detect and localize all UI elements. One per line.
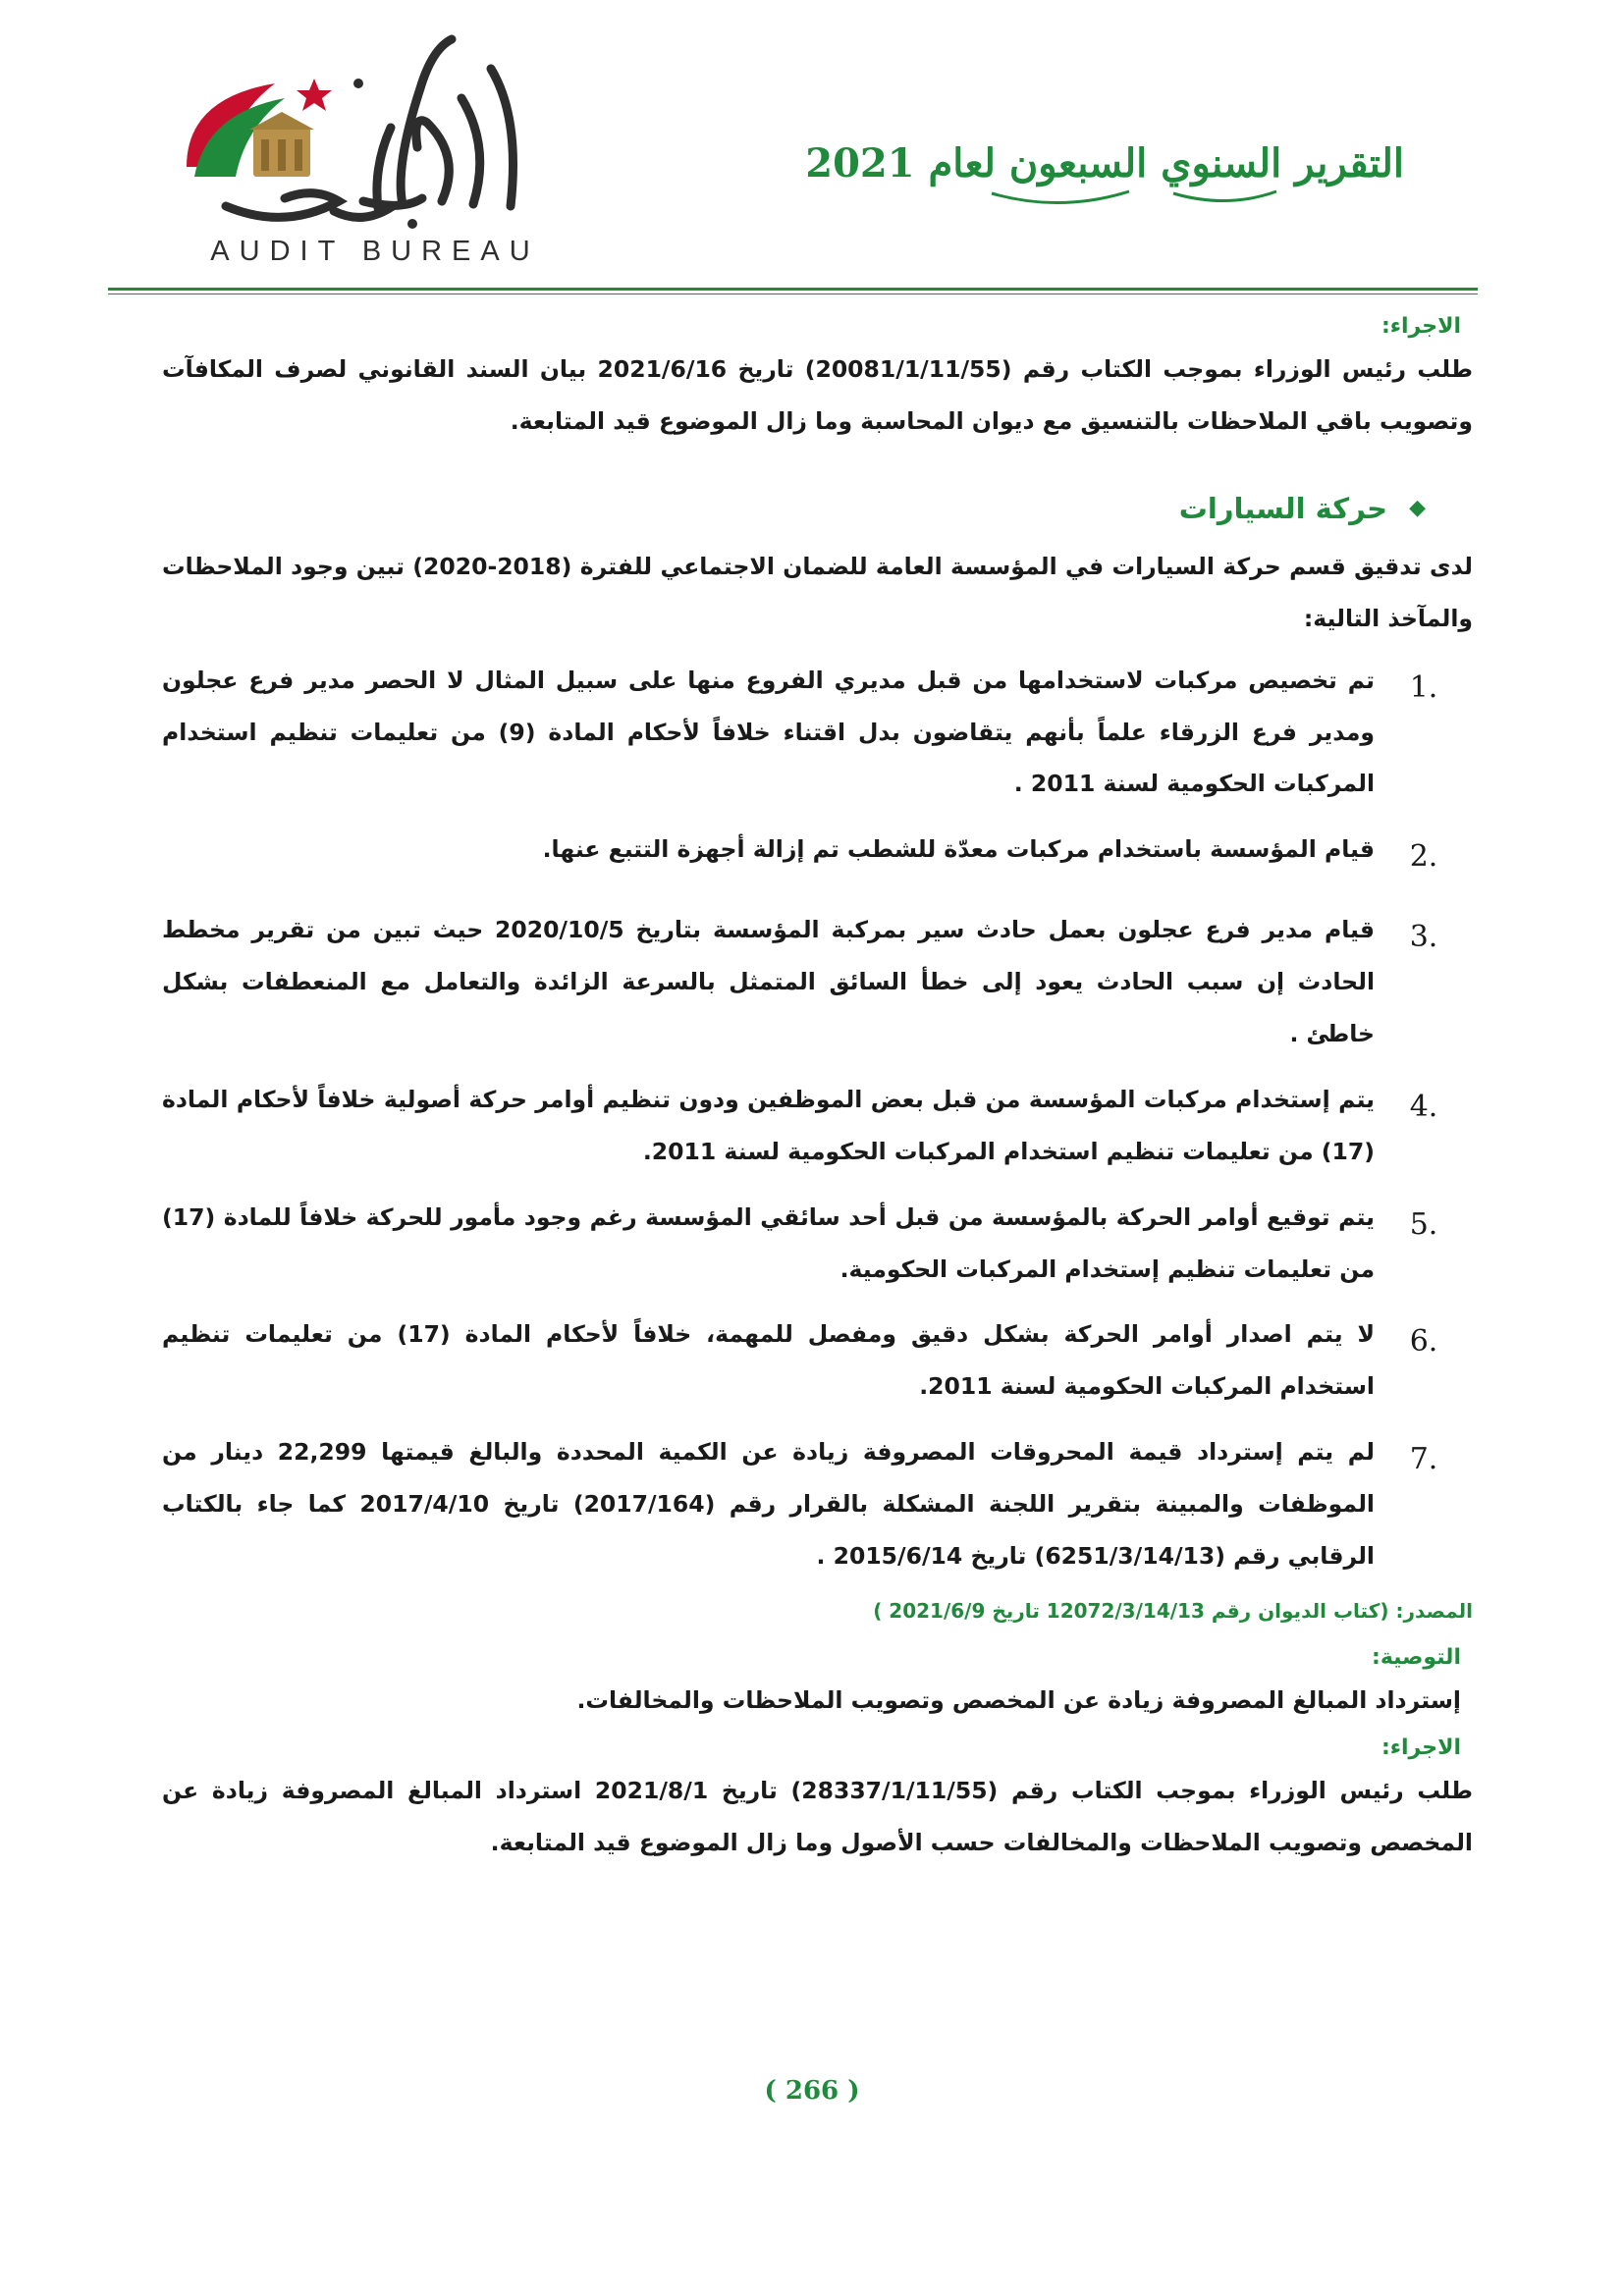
page-header [0,0,1624,294]
procedure-paragraph: طلب رئيس الوزراء بموجب الكتاب رقم (20081/1/11/55) تاريخ 2021/6/16 بيان السند القانوني لصرف المكافآت وتصويب باقي الملاحظات بالتنسيق مع ديوان المحاسبة وما زال الموضوع قيد المتابعة. [162,355,1473,436]
source-citation: المصدر: (كتاب الديوان رقم 12072/3/14/13 تاريخ 2021/6/9 ) [873,1598,1473,1623]
section-title: حركة السيارات [1178,491,1388,525]
finding-text: يتم إستخدام مركبات المؤسسة من قبل بعض الموظفين ودون تنظيم أوامر حركة أصولية خلافاً لأحكام المادة (17) من تعليمات تنظيم استخدام المركبات الحكومية لسنة 2011. [162,1085,1375,1165]
finding-number: 6. [1409,1324,1438,1360]
finding-text: تم تخصيص مركبات لاستخدامها من قبل مديري الفروع منها على سبيل المثال لا الحصر مدير فرع عجلون ومدير فرع الزرقاء علماً بأنهم يتقاضون بدل اقتناء خلافاً لأحكام المادة (9) من تعليمات تنظيم استخدام المركبات الحكومية لسنة 2011 . [162,666,1375,798]
logo-caption: AUDIT BUREAU [210,236,540,267]
procedure-paragraph-2: طلب رئيس الوزراء بموجب الكتاب رقم (28337/1/11/55) تاريخ 2021/8/1 استرداد المبالغ المصروفة زيادة عن المخصص وتصويب الملاحظات والمخالفات حسب الأصول وما زال الموضوع قيد المتابعة. [162,1777,1474,1856]
logo-emblem-icon [167,29,560,240]
finding-number: 4. [1409,1089,1438,1124]
document-body [162,309,1473,1873]
recommendation-text: إسترداد المبالغ المصروفة زيادة عن المخصص وتصويب الملاحظات والمخالفات. [576,1685,1461,1714]
finding-text: لم يتم إسترداد قيمة المحروقات المصروفة زيادة عن الكمية المحددة والبالغ قيمتها 22,299 دينار من الموظفات والمبينة بتقرير اللجنة المشكلة بالقرار رقم (2017/164) تاريخ 2017/4/10 كما جاء بالكتاب الرقابي رقم (6251/3/14/13) تاريخ 2015/6/14 . [162,1438,1375,1570]
page-number: ( 266 ) [764,2076,860,2106]
report-title-text: التقرير السنوي السبعون لعام 2021 [805,140,1404,187]
finding-item [162,824,1473,890]
section-intro: لدى تدقيق قسم حركة السيارات في المؤسسة العامة للضمان الاجتماعي للفترة (2018-2020) تبين وجود الملاحظات والمآخذ التالية: [162,552,1473,632]
finding-text: يتم توقيع أوامر الحركة بالمؤسسة من قبل أحد سائقي المؤسسة رغم وجود مأمور للحركة خلافاً للمادة (17) من تعليمات تنظيم إستخدام المركبات الحكومية. [162,1202,1375,1283]
finding-item [162,1192,1473,1296]
findings-list [162,655,1473,1582]
procedure-label: الاجراء: [1380,314,1461,339]
finding-item [162,1426,1473,1582]
finding-item [162,904,1473,1060]
diamond-bullet-icon: ◆ [1409,496,1426,521]
finding-item [162,655,1473,811]
finding-number: 2. [1409,839,1438,875]
finding-number: 7. [1409,1442,1438,1477]
finding-item [162,1308,1473,1413]
finding-number: 3. [1409,920,1438,955]
section-heading [162,487,1473,531]
audit-bureau-logo [167,29,560,275]
procedure-label-2: الاجراء: [1380,1735,1461,1760]
report-title [766,133,1404,221]
recommendation-label: التوصية: [1372,1644,1461,1670]
finding-number: 1. [1409,669,1438,705]
finding-item [162,1074,1473,1178]
logo-star-icon [297,79,332,111]
finding-text: قيام مدير فرع عجلون بعمل حادث سير بمركبة المؤسسة بتاريخ 2020/10/5 حيث تبين من تقرير مخطط الحادث إن سبب الحادث يعود إلى خطأ السائق المتمثل بالسرعة الزائدة والتعامل مع المنعطفات بشكل خاطئ . [162,916,1375,1047]
finding-text: لا يتم اصدار أوامر الحركة بشكل دقيق ومفصل للمهمة، خلافاً لأحكام المادة (17) من تعليمات تنظيم استخدام المركبات الحكومية لسنة 2011. [162,1320,1376,1401]
finding-text: قيام المؤسسة باستخدام مركبات معدّة للشطب تم إزالة أجهزة التتبع عنها. [542,835,1375,864]
finding-number: 5. [1409,1206,1438,1242]
header-divider [108,288,1478,291]
